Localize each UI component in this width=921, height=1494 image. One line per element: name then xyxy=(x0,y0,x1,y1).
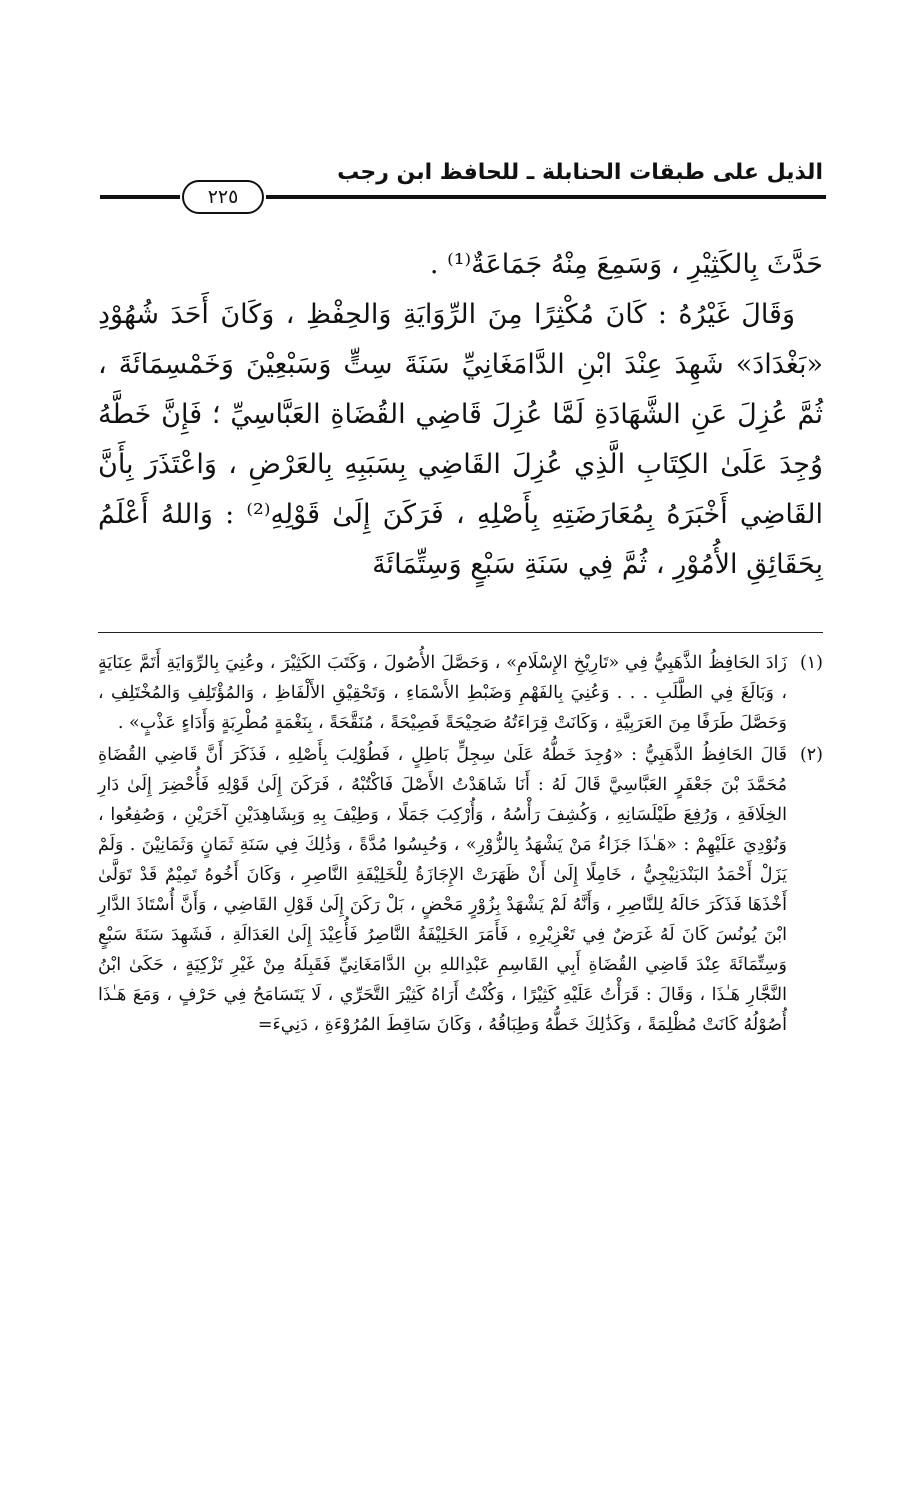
footnote-text: قَالَ الحَافِظُ الذَّهَبِيُّ : «وُجِدَ خَطُّهُ عَلَىٰ سِجِلٍّ بَاطِلٍ ، فَطُوْلِبَ بِأَصْلِهِ ، فَذَكَرَ أَنَّ قَاضِي القُضَاةِ مُحَمَّدَ بْنَ جَعْفَرٍ العَبَّاسِيَّ قَالَ لَهُ : أَنَا شَاهَدْتُ الأَصْلَ فَاكْتُبْهُ ، فَرَكَنَ إِلَىٰ قَوْلِهِ فَأُحْضِرَ إِلَىٰ دَارِ الخِلَافَةِ ، وَرُفِعَ طَيْلَسَانِهِ ، وَكُشِفَ رَأْسُهُ ، وَأُرْكِبَ جَمَلًا ، وَطِيْفَ بِهِ وَبِشَاهِدَيْنِ آخَرَيْنِ ، وَصُفِعُوا ، وَنُوْدِيَ عَلَيْهِمْ : «هَـٰذَا جَزَاءُ مَنْ يَشْهَدُ بِالزُّوْرِ» ، وَحُبِسُوا مُدَّةً ، وَذَٰلِكَ فِي سَنَةِ ثَمَانٍ وَثَمَانِيْنَ . وَلَمْ يَزَلْ أَحْمَدُ البَنْدَنِيْجِيُّ ، خَامِلًا إِلَىٰ أَنْ ظَهَرَتْ الإِجَازَةُ لِلْخَلِيْفَةِ النَّاصِرِ ، وَكَانَ أَخُوهُ تَمِيْمٌ قَدْ تَوَلَّىٰ أَخْذَهَا فَذَكَرَ حَالَهُ لِلنَّاصِرِ ، وَأَنَّهُ لَمْ يَشْهَدْ بِزُوْرٍ مَحْضٍ ، بَلْ رَكَنَ إِلَىٰ قَوْلِ القَاضِي ، وَأَنَّ أُسْتَاذَ الدَّارِ ابْنَ يُونُسَ كَانَ لَهُ غَرَضٌ فِي تَعْزِيْرِهِ ، فَأَمَرَ الخَلِيْفَةُ النَّاصِرُ فَأُعِيْدَ إِلَىٰ العَدَالَةِ ، فَشَهِدَ سَنَةَ سَبْعٍ وَسِتِّمَائَةَ عِنْدَ قَاضِي القُضَاةِ أَبِي القَاسِمِ عَبْدِاللهِ بنِ الدَّامَغَانِيِّ فَقَبِلَهُ مِنْ غَيْرِ تَزْكِيَةٍ ، حَكَىٰ ابْنُ النَّجَّارِ هَـٰذَا ، وَقَالَ : قَرَأْتُ عَلَيْهِ كَثِيْرًا ، وَكُنْتُ أَرَاهُ كَثِيْرَ التَّحَرِّي ، لَا يَتَسَامَحُ فِي حَرْفٍ ، وَمَعَ هَـٰذَا أُصُوْلُهُ كَانَتْ مُظْلِمَةً ، وَكَذَٰلِكَ خَطُّهُ وَطِبَاقُهُ ، وَكَانَ سَاقِطَ المُرُوْءَةِ ، دَنِيءَ= xyxy=(98,745,787,1035)
main-paragraph-2: وَقَالَ غَيْرُهُ : كَانَ مُكْثِرًا مِنَ الرِّوَايَةِ وَالحِفْظِ ، وَكَانَ أَحَدَ شُهُوْدِ «بَغْدَادَ» شَهِدَ عِنْدَ ابْنِ الدَّامَغَانِيِّ سَنَةَ سِتٍّ وَسَبْعِيْنَ وَخَمْسِمَائَةَ ، ثُمَّ عُزِلَ عَنِ الشَّهَادَةِ لَمَّا عُزِلَ قَاضِي القُضَاةِ العَبَّاسِيِّ ؛ فَإِنَّ خَطَّهُ وُجِدَ عَلَىٰ الكِتَابِ الَّذِي عُزِلَ القَاضِي بِسَبَبِهِ بِالعَرْضِ ، وَاعْتَذَرَ بِأَنَّ القَاضِي أَخْبَرَهُ بِمُعَارَضَتِهِ بِأَصْلِهِ ، فَرَكَنَ إِلَىٰ قَوْلِهِ⁽²⁾ : وَاللهُ أَعْلَمُ بِحَقَائِقِ الأُمُوْرِ ، ثُمَّ فِي سَنَةِ سَبْعٍ وَسِتِّمَائَةَ xyxy=(98,299,823,580)
main-text xyxy=(98,240,823,590)
footnote-text: زَادَ الحَافِظُ الذَّهَبِيُّ فِي «تَارِيْخِ الإِسْلَامِ» ، وَحَصَّلَ الأُصُولَ ، وَكَتَبَ الكَثِيْرَ ، وعُنِيَ بِالرِّوَايَةِ أَتَمَّ عِنَايَةٍ ، وَبَالَغَ فِي الطَّلَبِ . . . وَعُنِيَ بِالفَهْمِ وَضَبْطِ الأَسْمَاءِ ، وَتَحْقِيْقِ الأَلْفَاظِ ، وَالمُؤْتَلِفِ وَالمُخْتَلِفِ ، وَحَصَّلَ طَرَفًا مِنَ العَرَبِيَّةِ ، وَكَانَتْ قِرَاءَتُهُ صَحِيْحَةً فَصِيْحَةً ، مُنَقَّحَةً ، بِنَغْمَةٍ مُطْرِبَةٍ وَأَدَاءٍ عَذْبٍ» . xyxy=(98,653,787,733)
main-paragraph-1: حَدَّثَ بِالكَثِيْرِ ، وَسَمِعَ مِنْهُ جَمَاعَةٌ⁽¹⁾ . xyxy=(429,249,823,280)
header-rule-right xyxy=(266,195,826,199)
footnote-number: (١) xyxy=(799,653,823,673)
running-title: الذيل على طبقات الحنابلة ـ للحافظ ابن رجب xyxy=(337,160,823,185)
page-number: ٢٢٥ xyxy=(182,180,264,214)
header-rule-left xyxy=(100,195,180,199)
footnote-2 xyxy=(98,740,823,1040)
footnote-number: (٢) xyxy=(799,745,823,765)
footnotes xyxy=(98,648,823,1042)
footnote-1 xyxy=(98,648,823,738)
footnote-separator xyxy=(98,632,823,633)
